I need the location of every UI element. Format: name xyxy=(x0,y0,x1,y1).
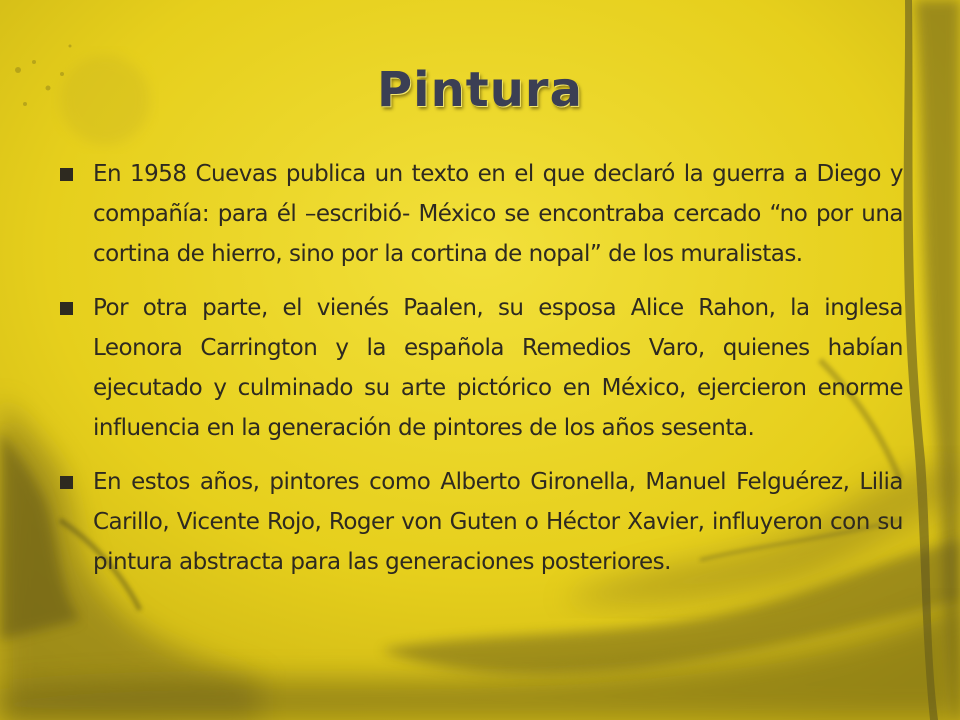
bullet-text: Por otra parte, el vienés Paalen, su esposa Alice Rahon, la inglesa Leonora Carrington y la española Remedios Varo, quienes habían ejecutado y culminado su arte pictórico en México, ejercieron enorme influencia en la generación de pintores de los años sesenta. xyxy=(93,295,903,441)
bullet-text: En estos años, pintores como Alberto Gironella, Manuel Felguérez, Lilia Carillo, Vicente Rojo, Roger von Guten o Héctor Xavier, influyeron con su pintura abstracta para las generaciones posteriores. xyxy=(93,469,903,575)
slide-title: Pintura xyxy=(377,62,583,118)
bullet-item xyxy=(58,154,903,274)
bullet-text: En 1958 Cuevas publica un texto en el que declaró la guerra a Diego y compañía: para él –escribió- México se encontraba cercado “no por una cortina de hierro, sino por la cortina de nopal” de los muralistas. xyxy=(93,161,903,267)
square-bullet-icon xyxy=(60,302,73,315)
square-bullet-icon xyxy=(60,476,73,489)
bullet-item xyxy=(58,462,903,582)
bullet-item xyxy=(58,288,903,448)
bullet-list xyxy=(58,154,903,596)
square-bullet-icon xyxy=(60,168,73,181)
